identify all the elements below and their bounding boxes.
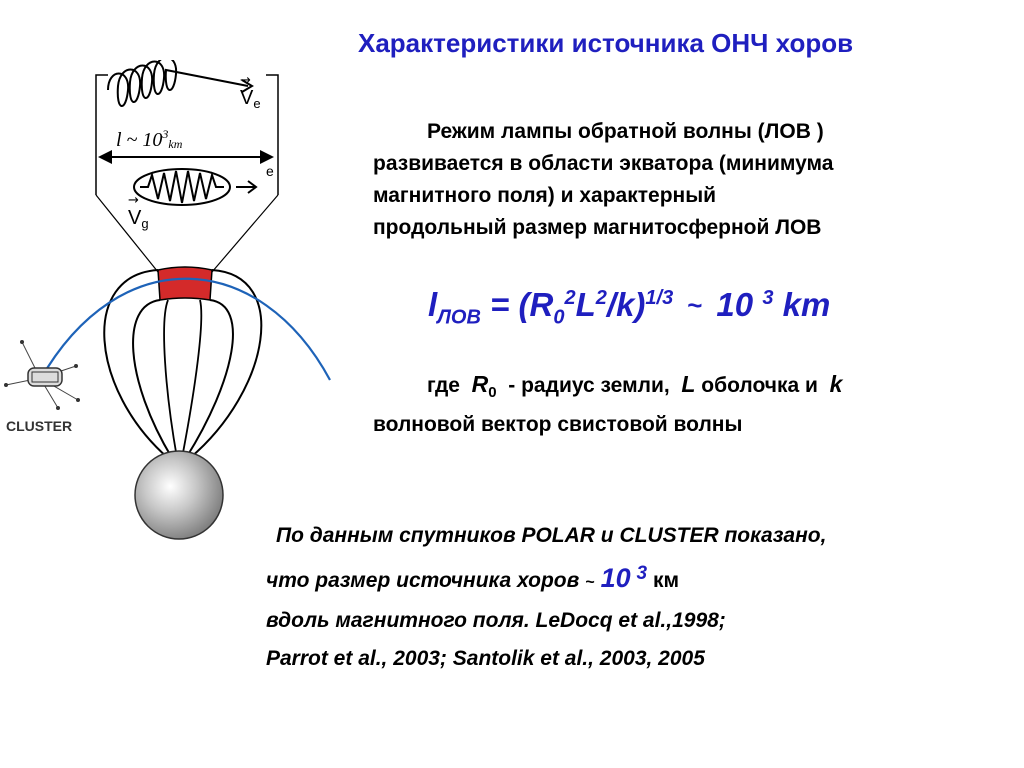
lov-paragraph: [373, 116, 833, 244]
definitions-line2: волновой вектор свистовой волны: [373, 413, 743, 437]
paragraph-line: развивается в области экватора (минимума: [373, 152, 834, 175]
source-region: [158, 267, 212, 300]
field-line-mid-right: [186, 300, 233, 458]
observation-line: вдоль магнитного поля. LeDocq et al.,1998;: [266, 609, 726, 632]
observation-line: Parrot et al., 2003; Santolik et al., 2003, 2005: [266, 647, 705, 670]
observation-line: что размер источника хоров ~ 10 $^3$ км: [266, 563, 680, 593]
paragraph-line: продольный размер магнитосферной ЛОВ: [373, 216, 822, 239]
slide-title: Характеристики источника ОНЧ хоров: [358, 28, 854, 58]
paragraph-line: магнитного поля) и характерный: [373, 184, 717, 207]
earth: [135, 451, 223, 539]
cluster-label: CLUSTER: [6, 418, 73, 434]
length-label: l ~ $10^3_{km}$: [116, 127, 183, 151]
paragraph-line: Режим лампы обратной волны (ЛОВ ): [427, 120, 824, 143]
length-arrow-left: [98, 150, 112, 164]
variable-definitions: где $R_0$ - радиус земли, L оболочка и k волновой вектор свистовой волны: [373, 368, 842, 441]
wave-arrow: [236, 181, 256, 193]
vg-label: $V_g$: [128, 207, 149, 231]
observation-line: По данным спутников POLAR и CLUSTER показано,: [276, 524, 827, 547]
magnetosphere-diagram: [0, 60, 360, 560]
field-line-inner-left: [164, 300, 177, 458]
cluster-satellite-icon: [4, 340, 80, 410]
field-line-outer-left: [104, 270, 168, 458]
ve-label: $V_e$: [240, 87, 261, 111]
wave-packet: [140, 171, 224, 203]
length-arrow-right: [260, 150, 274, 164]
ve-arrow-mark: →: [240, 73, 251, 88]
field-line-inner-right: [182, 300, 201, 458]
observation-paragraph: [266, 517, 826, 678]
box-left-bracket: [96, 75, 108, 195]
electron-helix: [108, 60, 248, 106]
vg-arrow-mark: →: [128, 193, 139, 208]
e-mark: e: [266, 163, 274, 179]
lov-formula: $l_{ЛОВ} = (R_0^2L^2/k)^{1/3}$ ~ 10 $^3$ km: [428, 286, 831, 329]
